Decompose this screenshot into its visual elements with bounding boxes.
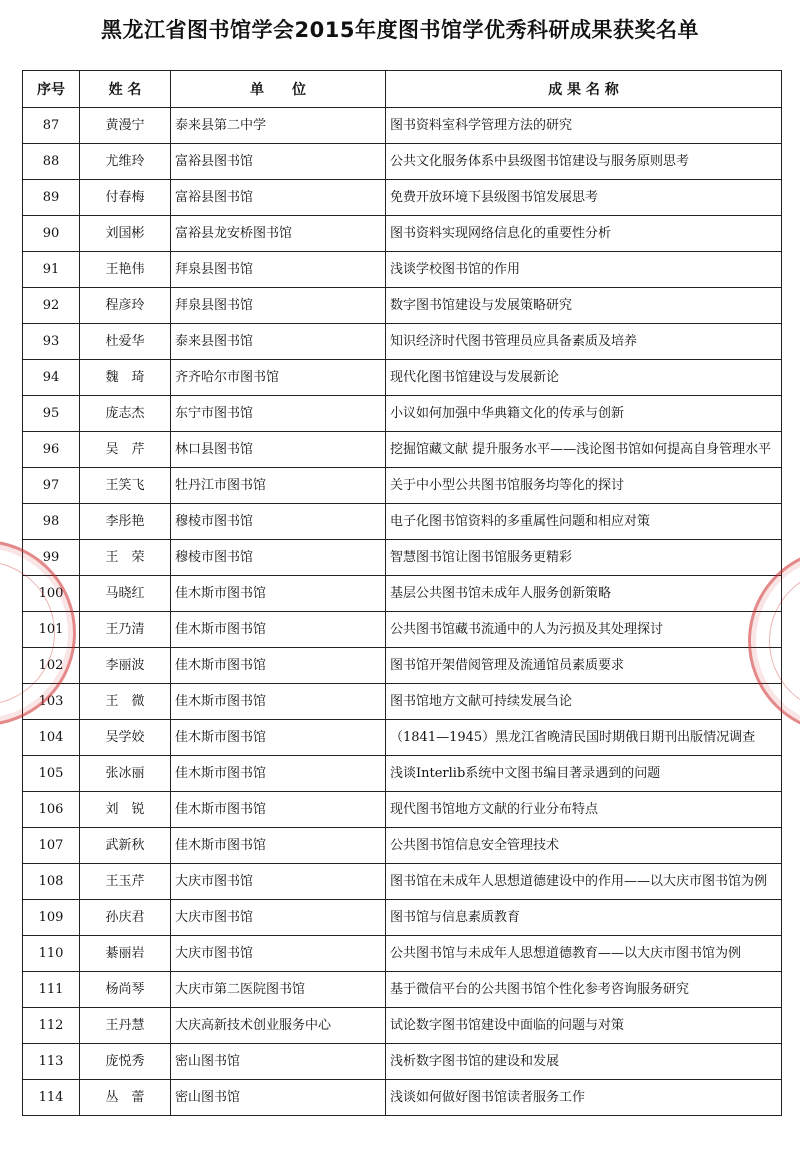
cell-no: 111 <box>23 972 80 1008</box>
table-row <box>23 972 782 1008</box>
cell-name: 刘 锐 <box>80 792 171 828</box>
cell-no: 105 <box>23 756 80 792</box>
table-row <box>23 468 782 504</box>
cell-no: 98 <box>23 504 80 540</box>
cell-no: 107 <box>23 828 80 864</box>
cell-name: 孙庆君 <box>80 900 171 936</box>
cell-name: 李彤艳 <box>80 504 171 540</box>
cell-title: 公共图书馆信息安全管理技术 <box>386 828 782 864</box>
cell-title: 智慧图书馆让图书馆服务更精彩 <box>386 540 782 576</box>
cell-title: 图书馆开架借阅管理及流通馆员素质要求 <box>386 648 782 684</box>
table-row <box>23 180 782 216</box>
cell-unit: 穆棱市图书馆 <box>171 504 386 540</box>
cell-unit: 佳木斯市图书馆 <box>171 828 386 864</box>
table-row <box>23 324 782 360</box>
table-row <box>23 684 782 720</box>
table-row <box>23 288 782 324</box>
cell-no: 113 <box>23 1044 80 1080</box>
table-row <box>23 648 782 684</box>
cell-title: 基于微信平台的公共图书馆个性化参考咨询服务研究 <box>386 972 782 1008</box>
cell-name: 綦丽岩 <box>80 936 171 972</box>
cell-no: 106 <box>23 792 80 828</box>
cell-name: 王玉芹 <box>80 864 171 900</box>
cell-title: 公共图书馆藏书流通中的人为污损及其处理探讨 <box>386 612 782 648</box>
cell-no: 109 <box>23 900 80 936</box>
cell-name: 付春梅 <box>80 180 171 216</box>
cell-title: 电子化图书馆资料的多重属性问题和相应对策 <box>386 504 782 540</box>
cell-unit: 穆棱市图书馆 <box>171 540 386 576</box>
header-title: 成 果 名 称 <box>386 71 782 108</box>
table-row <box>23 1080 782 1116</box>
cell-unit: 林口县图书馆 <box>171 432 386 468</box>
cell-no: 114 <box>23 1080 80 1116</box>
header-unit: 单 位 <box>171 71 386 108</box>
cell-name: 王艳伟 <box>80 252 171 288</box>
cell-no: 93 <box>23 324 80 360</box>
cell-no: 87 <box>23 108 80 144</box>
cell-unit: 富裕县图书馆 <box>171 180 386 216</box>
table-row <box>23 1008 782 1044</box>
cell-title: 图书资料室科学管理方法的研究 <box>386 108 782 144</box>
cell-name: 王笑飞 <box>80 468 171 504</box>
cell-unit: 拜泉县图书馆 <box>171 288 386 324</box>
table-row <box>23 216 782 252</box>
table-header-row <box>23 71 782 108</box>
cell-no: 96 <box>23 432 80 468</box>
cell-no: 88 <box>23 144 80 180</box>
cell-unit: 牡丹江市图书馆 <box>171 468 386 504</box>
table-row <box>23 756 782 792</box>
cell-no: 97 <box>23 468 80 504</box>
cell-name: 刘国彬 <box>80 216 171 252</box>
cell-name: 程彦玲 <box>80 288 171 324</box>
cell-no: 103 <box>23 684 80 720</box>
cell-no: 110 <box>23 936 80 972</box>
award-table <box>22 70 782 1116</box>
cell-name: 庞志杰 <box>80 396 171 432</box>
cell-title: 数字图书馆建设与发展策略研究 <box>386 288 782 324</box>
cell-title: 浅谈如何做好图书馆读者服务工作 <box>386 1080 782 1116</box>
table-row <box>23 612 782 648</box>
cell-title: 公共图书馆与未成年人思想道德教育——以大庆市图书馆为例 <box>386 936 782 972</box>
cell-title: 图书馆在未成年人思想道德建设中的作用——以大庆市图书馆为例 <box>386 864 782 900</box>
cell-unit: 大庆市第二医院图书馆 <box>171 972 386 1008</box>
cell-name: 黄漫宁 <box>80 108 171 144</box>
table-row <box>23 396 782 432</box>
table-row <box>23 540 782 576</box>
cell-unit: 齐齐哈尔市图书馆 <box>171 360 386 396</box>
cell-no: 104 <box>23 720 80 756</box>
cell-name: 武新秋 <box>80 828 171 864</box>
cell-no: 95 <box>23 396 80 432</box>
cell-unit: 佳木斯市图书馆 <box>171 720 386 756</box>
cell-no: 92 <box>23 288 80 324</box>
cell-name: 魏 琦 <box>80 360 171 396</box>
cell-name: 杨尚琴 <box>80 972 171 1008</box>
cell-name: 吴 芹 <box>80 432 171 468</box>
cell-title: 公共文化服务体系中县级图书馆建设与服务原则思考 <box>386 144 782 180</box>
cell-title: 图书资料实现网络信息化的重要性分析 <box>386 216 782 252</box>
cell-unit: 大庆高新技术创业服务中心 <box>171 1008 386 1044</box>
cell-name: 尤维玲 <box>80 144 171 180</box>
cell-unit: 佳木斯市图书馆 <box>171 612 386 648</box>
cell-unit: 拜泉县图书馆 <box>171 252 386 288</box>
cell-unit: 密山图书馆 <box>171 1080 386 1116</box>
cell-name: 丛 蕾 <box>80 1080 171 1116</box>
cell-name: 庞悦秀 <box>80 1044 171 1080</box>
cell-name: 马晓红 <box>80 576 171 612</box>
header-name: 姓 名 <box>80 71 171 108</box>
header-no: 序号 <box>23 71 80 108</box>
cell-title: 浅析数字图书馆的建设和发展 <box>386 1044 782 1080</box>
cell-name: 张冰丽 <box>80 756 171 792</box>
table-row <box>23 1044 782 1080</box>
table-row <box>23 252 782 288</box>
cell-name: 王丹慧 <box>80 1008 171 1044</box>
table-row <box>23 108 782 144</box>
cell-name: 王 荣 <box>80 540 171 576</box>
cell-unit: 佳木斯市图书馆 <box>171 648 386 684</box>
cell-name: 王乃清 <box>80 612 171 648</box>
cell-title: 浅谈Interlib系统中文图书编目著录遇到的问题 <box>386 756 782 792</box>
cell-unit: 佳木斯市图书馆 <box>171 576 386 612</box>
table-row <box>23 792 782 828</box>
table-row <box>23 828 782 864</box>
table-row <box>23 144 782 180</box>
cell-name: 吴学姣 <box>80 720 171 756</box>
cell-title: 现代化图书馆建设与发展新论 <box>386 360 782 396</box>
cell-name: 李丽波 <box>80 648 171 684</box>
cell-unit: 佳木斯市图书馆 <box>171 792 386 828</box>
table-row <box>23 576 782 612</box>
table-row <box>23 900 782 936</box>
cell-title: 基层公共图书馆未成年人服务创新策略 <box>386 576 782 612</box>
cell-unit: 佳木斯市图书馆 <box>171 684 386 720</box>
cell-no: 90 <box>23 216 80 252</box>
cell-title: 浅谈学校图书馆的作用 <box>386 252 782 288</box>
cell-no: 91 <box>23 252 80 288</box>
cell-no: 108 <box>23 864 80 900</box>
table-row <box>23 432 782 468</box>
cell-unit: 富裕县龙安桥图书馆 <box>171 216 386 252</box>
table-row <box>23 360 782 396</box>
table-row <box>23 720 782 756</box>
cell-unit: 佳木斯市图书馆 <box>171 756 386 792</box>
cell-title: 试论数字图书馆建设中面临的问题与对策 <box>386 1008 782 1044</box>
cell-title: 小议如何加强中华典籍文化的传承与创新 <box>386 396 782 432</box>
cell-name: 王 微 <box>80 684 171 720</box>
cell-unit: 密山图书馆 <box>171 1044 386 1080</box>
table-row <box>23 936 782 972</box>
cell-no: 102 <box>23 648 80 684</box>
cell-unit: 泰来县图书馆 <box>171 324 386 360</box>
cell-unit: 大庆市图书馆 <box>171 864 386 900</box>
table-row <box>23 864 782 900</box>
cell-unit: 富裕县图书馆 <box>171 144 386 180</box>
cell-title: 免费开放环境下县级图书馆发展思考 <box>386 180 782 216</box>
cell-unit: 大庆市图书馆 <box>171 900 386 936</box>
table-row <box>23 504 782 540</box>
cell-no: 99 <box>23 540 80 576</box>
cell-no: 101 <box>23 612 80 648</box>
cell-title: 关于中小型公共图书馆服务均等化的探讨 <box>386 468 782 504</box>
cell-title: 图书馆与信息素质教育 <box>386 900 782 936</box>
cell-name: 杜爱华 <box>80 324 171 360</box>
cell-title: （1841—1945）黑龙江省晚清民国时期俄日期刊出版情况调查 <box>386 720 782 756</box>
cell-title: 知识经济时代图书管理员应具备素质及培养 <box>386 324 782 360</box>
cell-no: 94 <box>23 360 80 396</box>
cell-no: 89 <box>23 180 80 216</box>
cell-unit: 大庆市图书馆 <box>171 936 386 972</box>
cell-unit: 东宁市图书馆 <box>171 396 386 432</box>
cell-unit: 泰来县第二中学 <box>171 108 386 144</box>
page-title: 黑龙江省图书馆学会2015年度图书馆学优秀科研成果获奖名单 <box>101 18 699 42</box>
cell-title: 现代图书馆地方文献的行业分布特点 <box>386 792 782 828</box>
cell-title: 挖掘馆藏文献 提升服务水平——浅论图书馆如何提高自身管理水平 <box>386 432 782 468</box>
cell-title: 图书馆地方文献可持续发展刍论 <box>386 684 782 720</box>
cell-no: 100 <box>23 576 80 612</box>
cell-no: 112 <box>23 1008 80 1044</box>
